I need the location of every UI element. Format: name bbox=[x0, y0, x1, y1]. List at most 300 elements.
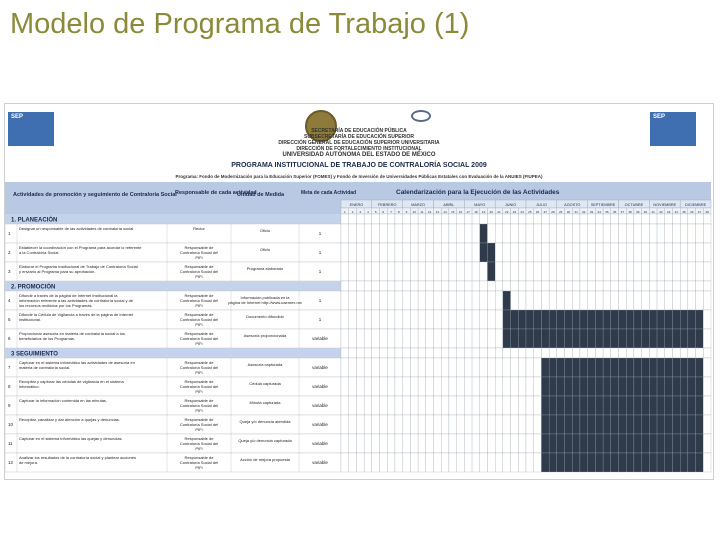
calendar-cell bbox=[472, 243, 480, 262]
calendar-cell bbox=[611, 243, 619, 262]
week-label: 42 bbox=[659, 210, 663, 214]
schedule-bar bbox=[649, 434, 657, 453]
calendar-cell bbox=[503, 415, 511, 434]
calendar-cell bbox=[457, 415, 465, 434]
schedule-bar bbox=[572, 453, 580, 472]
schedule-bar bbox=[634, 377, 642, 396]
calendar-cell bbox=[464, 291, 472, 310]
calendar-cell bbox=[603, 262, 611, 281]
calendar-cell bbox=[472, 310, 480, 329]
calendar-cell bbox=[703, 358, 711, 377]
schedule-bar bbox=[649, 453, 657, 472]
calendar-cell bbox=[534, 396, 542, 415]
calendar-cell bbox=[480, 415, 488, 434]
week-label: 40 bbox=[643, 210, 648, 214]
schedule-bar bbox=[565, 377, 573, 396]
row-unit: Documento difundido bbox=[246, 314, 284, 319]
schedule-bar bbox=[611, 453, 619, 472]
schedule-bar bbox=[557, 310, 565, 329]
calendar-cell bbox=[534, 415, 542, 434]
calendar-cell bbox=[619, 281, 627, 291]
calendar-cell bbox=[634, 291, 642, 310]
calendar-cell bbox=[503, 224, 511, 243]
calendar-cell bbox=[534, 434, 542, 453]
week-label: 29 bbox=[559, 210, 563, 214]
month-label: DICIEMBRE bbox=[685, 203, 707, 207]
schedule-bar bbox=[619, 415, 627, 434]
calendar-cell bbox=[518, 243, 526, 262]
calendar-cell bbox=[680, 291, 688, 310]
calendar-cell bbox=[495, 453, 503, 472]
calendar-cell bbox=[403, 396, 411, 415]
calendar-cell bbox=[649, 214, 657, 224]
calendar-cell bbox=[387, 396, 395, 415]
row-goal: 1 bbox=[318, 231, 322, 236]
row-activity: Recopilar y capturar las cédulas de vigilancia en el sistema bbox=[19, 379, 124, 384]
schedule-bar bbox=[665, 377, 673, 396]
calendar-cell bbox=[534, 224, 542, 243]
calendar-cell bbox=[665, 281, 673, 291]
calendar-cell bbox=[356, 243, 364, 262]
row-activity: Capturar la información contenida en las minutas. bbox=[19, 398, 108, 403]
calendar-cell bbox=[372, 310, 380, 329]
row-unit: Queja y/o denuncia atendida bbox=[239, 419, 291, 424]
schedule-bar bbox=[672, 396, 680, 415]
calendar-cell bbox=[387, 434, 395, 453]
calendar-cell bbox=[634, 224, 642, 243]
calendar-cell bbox=[364, 214, 372, 224]
row-number: 4 bbox=[8, 298, 11, 303]
schedule-bar bbox=[634, 310, 642, 329]
col-header-responsible: Responsable de cada actividad bbox=[175, 190, 257, 196]
schedule-bar bbox=[680, 415, 688, 434]
schedule-bar bbox=[580, 377, 588, 396]
calendar-cell bbox=[541, 224, 549, 243]
calendar-cell bbox=[380, 434, 388, 453]
week-label: 44 bbox=[674, 210, 678, 214]
schedule-bar bbox=[611, 377, 619, 396]
schedule-bar bbox=[619, 377, 627, 396]
calendar-cell bbox=[672, 281, 680, 291]
week-label: 25 bbox=[528, 210, 532, 214]
calendar-cell bbox=[619, 243, 627, 262]
calendar-cell bbox=[426, 224, 434, 243]
calendar-cell bbox=[434, 453, 442, 472]
calendar-cell bbox=[696, 243, 704, 262]
calendar-cell bbox=[464, 453, 472, 472]
calendar-cell bbox=[372, 214, 380, 224]
calendar-cell bbox=[364, 224, 372, 243]
week-label: 47 bbox=[697, 210, 702, 214]
row-unit: Oficio bbox=[259, 247, 271, 252]
calendar-cell bbox=[480, 377, 488, 396]
calendar-cell bbox=[680, 243, 688, 262]
calendar-cell bbox=[403, 243, 411, 262]
calendar-cell bbox=[603, 243, 611, 262]
calendar-cell bbox=[518, 224, 526, 243]
calendar-cell bbox=[341, 348, 349, 358]
program-table bbox=[5, 182, 713, 479]
row-activity: de mejora. bbox=[19, 460, 38, 465]
calendar-cell bbox=[526, 358, 534, 377]
section-title: 1. PLANEACIÓN bbox=[11, 217, 58, 224]
row-goal: 1 bbox=[318, 317, 322, 322]
calendar-cell bbox=[387, 214, 395, 224]
calendar-cell bbox=[649, 243, 657, 262]
row-goal: 1 bbox=[318, 250, 322, 255]
schedule-bar bbox=[672, 434, 680, 453]
calendar-cell bbox=[565, 243, 573, 262]
calendar-cell bbox=[380, 377, 388, 396]
calendar-cell bbox=[649, 281, 657, 291]
calendar-cell bbox=[480, 310, 488, 329]
calendar-cell bbox=[426, 291, 434, 310]
calendar-cell bbox=[364, 310, 372, 329]
calendar-cell bbox=[356, 377, 364, 396]
calendar-cell bbox=[534, 348, 542, 358]
row-number: 6 bbox=[8, 336, 11, 341]
calendar-cell bbox=[503, 262, 511, 281]
row-responsible: Contraloría Social del bbox=[179, 336, 219, 341]
schedule-bar bbox=[487, 262, 495, 281]
week-label: 27 bbox=[543, 210, 547, 214]
calendar-cell bbox=[403, 291, 411, 310]
calendar-cell bbox=[434, 310, 442, 329]
schedule-bar bbox=[557, 329, 565, 348]
calendar-cell bbox=[480, 281, 488, 291]
calendar-cell bbox=[472, 262, 480, 281]
week-label: 24 bbox=[520, 210, 524, 214]
calendar-cell bbox=[464, 310, 472, 329]
calendar-cell bbox=[364, 281, 372, 291]
calendar-cell bbox=[611, 224, 619, 243]
calendar-cell bbox=[511, 415, 519, 434]
schedule-bar bbox=[626, 377, 634, 396]
calendar-cell bbox=[526, 224, 534, 243]
calendar-cell bbox=[364, 358, 372, 377]
calendar-cell bbox=[449, 291, 457, 310]
row-number: 8 bbox=[8, 384, 11, 389]
section-band bbox=[5, 281, 341, 291]
calendar-cell bbox=[565, 262, 573, 281]
schedule-bar bbox=[688, 415, 696, 434]
calendar-cell bbox=[603, 214, 611, 224]
calendar-cell bbox=[341, 329, 349, 348]
calendar-cell bbox=[634, 281, 642, 291]
calendar-cell bbox=[642, 214, 650, 224]
schedule-bar bbox=[642, 396, 650, 415]
calendar-cell bbox=[703, 291, 711, 310]
schedule-bar bbox=[619, 310, 627, 329]
row-responsible: Contraloría Social del bbox=[179, 422, 219, 427]
calendar-cell bbox=[387, 377, 395, 396]
schedule-bar bbox=[580, 396, 588, 415]
calendar-cell bbox=[557, 214, 565, 224]
calendar-cell bbox=[541, 243, 549, 262]
calendar-cell bbox=[619, 348, 627, 358]
calendar-cell bbox=[441, 453, 449, 472]
calendar-cell bbox=[603, 224, 611, 243]
calendar-cell bbox=[557, 348, 565, 358]
row-unit: Minuta capturada bbox=[249, 400, 281, 405]
row-goal: variable bbox=[312, 384, 328, 389]
calendar-cell bbox=[518, 453, 526, 472]
calendar-cell bbox=[380, 214, 388, 224]
calendar-cell bbox=[372, 415, 380, 434]
schedule-bar bbox=[603, 329, 611, 348]
row-unit: Queja y/o denuncia capturada bbox=[238, 438, 292, 443]
calendar-cell bbox=[703, 434, 711, 453]
calendar-cell bbox=[464, 358, 472, 377]
calendar-cell bbox=[372, 291, 380, 310]
section-title: 2. PROMOCIÓN bbox=[11, 284, 56, 291]
calendar-cell bbox=[680, 224, 688, 243]
calendar-cell bbox=[380, 415, 388, 434]
calendar-cell bbox=[380, 348, 388, 358]
calendar-cell bbox=[626, 214, 634, 224]
calendar-cell bbox=[356, 310, 364, 329]
schedule-bar bbox=[557, 377, 565, 396]
schedule-bar bbox=[696, 415, 704, 434]
row-activity: materia de contraloría social. bbox=[19, 365, 71, 370]
calendar-cell bbox=[364, 415, 372, 434]
schedule-bar bbox=[557, 434, 565, 453]
calendar-cell bbox=[688, 243, 696, 262]
calendar-cell bbox=[395, 291, 403, 310]
schedule-bar bbox=[688, 310, 696, 329]
calendar-cell bbox=[480, 329, 488, 348]
schedule-bar bbox=[503, 291, 511, 310]
schedule-bar bbox=[595, 434, 603, 453]
row-responsible: Responsable de bbox=[184, 331, 214, 336]
calendar-cell bbox=[464, 243, 472, 262]
calendar-cell bbox=[410, 453, 418, 472]
schedule-bar bbox=[572, 396, 580, 415]
row-responsible: PIFI bbox=[195, 341, 203, 346]
calendar-cell bbox=[418, 377, 426, 396]
calendar-cell bbox=[372, 396, 380, 415]
calendar-cell bbox=[472, 453, 480, 472]
calendar-cell bbox=[426, 396, 434, 415]
schedule-bar bbox=[595, 358, 603, 377]
calendar-cell bbox=[410, 377, 418, 396]
calendar-cell bbox=[341, 281, 349, 291]
schedule-bar bbox=[626, 396, 634, 415]
schedule-bar bbox=[565, 415, 573, 434]
calendar-cell bbox=[703, 262, 711, 281]
calendar-cell bbox=[657, 214, 665, 224]
calendar-cell bbox=[603, 291, 611, 310]
row-responsible: Rector bbox=[193, 226, 205, 231]
calendar-cell bbox=[526, 243, 534, 262]
calendar-cell bbox=[349, 348, 357, 358]
row-unit: Programa elaborado bbox=[246, 266, 284, 271]
calendar-cell bbox=[434, 243, 442, 262]
col-header-activities: Actividades de promoción y seguimiento de Contraloría Social bbox=[13, 192, 177, 198]
calendar-cell bbox=[356, 434, 364, 453]
schedule-bar bbox=[526, 310, 534, 329]
schedule-bar bbox=[696, 358, 704, 377]
calendar-cell bbox=[541, 281, 549, 291]
schedule-bar bbox=[603, 434, 611, 453]
calendar-cell bbox=[403, 214, 411, 224]
calendar-cell bbox=[487, 415, 495, 434]
calendar-cell bbox=[341, 224, 349, 243]
week-label: 35 bbox=[605, 210, 609, 214]
row-goal: variable bbox=[312, 422, 328, 427]
calendar-cell bbox=[703, 243, 711, 262]
calendar-cell bbox=[680, 214, 688, 224]
calendar-cell bbox=[356, 396, 364, 415]
calendar-cell bbox=[380, 310, 388, 329]
schedule-bar bbox=[680, 453, 688, 472]
schedule-bar bbox=[487, 243, 495, 262]
calendar-cell bbox=[341, 243, 349, 262]
schedule-bar bbox=[541, 396, 549, 415]
calendar-cell bbox=[403, 224, 411, 243]
calendar-cell bbox=[626, 224, 634, 243]
calendar-cell bbox=[657, 348, 665, 358]
schedule-bar bbox=[672, 329, 680, 348]
week-label: 31 bbox=[574, 210, 578, 214]
calendar-cell bbox=[487, 358, 495, 377]
schedule-bar bbox=[565, 329, 573, 348]
calendar-cell bbox=[395, 377, 403, 396]
header-line-3: DIRECCIÓN GENERAL DE EDUCACIÓN SUPERIOR UNIVERSITARIA bbox=[278, 140, 440, 146]
program-title: PROGRAMA INSTITUCIONAL DE TRABAJO DE CONTRALORÍA SOCIAL 2009 bbox=[231, 162, 487, 169]
calendar-cell bbox=[441, 358, 449, 377]
schedule-bar bbox=[657, 377, 665, 396]
week-label: 23 bbox=[512, 210, 517, 214]
calendar-cell bbox=[688, 262, 696, 281]
schedule-bar bbox=[511, 329, 519, 348]
schedule-bar bbox=[549, 377, 557, 396]
calendar-cell bbox=[380, 224, 388, 243]
schedule-bar bbox=[580, 434, 588, 453]
calendar-cell bbox=[487, 310, 495, 329]
month-label: NOVIEMBRE bbox=[653, 203, 677, 207]
calendar-cell bbox=[480, 453, 488, 472]
row-activity: informático. bbox=[19, 384, 40, 389]
calendar-cell bbox=[480, 358, 488, 377]
calendar-cell bbox=[364, 377, 372, 396]
col-header-goal: Meta de cada Actividad bbox=[301, 190, 357, 196]
calendar-cell bbox=[410, 358, 418, 377]
calendar-cell bbox=[349, 243, 357, 262]
schedule-bar bbox=[580, 329, 588, 348]
calendar-cell bbox=[341, 214, 349, 224]
calendar-cell bbox=[380, 291, 388, 310]
schedule-bar bbox=[572, 310, 580, 329]
calendar-cell bbox=[410, 214, 418, 224]
calendar-cell bbox=[457, 348, 465, 358]
calendar-cell bbox=[364, 396, 372, 415]
month-label: SEPTIEMBRE bbox=[590, 203, 616, 207]
calendar-cell bbox=[511, 291, 519, 310]
calendar-cell bbox=[349, 291, 357, 310]
row-responsible: Contraloría Social del bbox=[179, 460, 219, 465]
calendar-cell bbox=[426, 281, 434, 291]
calendar-cell bbox=[349, 281, 357, 291]
calendar-cell bbox=[572, 348, 580, 358]
calendar-cell bbox=[549, 224, 557, 243]
calendar-cell bbox=[441, 348, 449, 358]
schedule-bar bbox=[565, 396, 573, 415]
schedule-bar bbox=[541, 415, 549, 434]
calendar-cell bbox=[472, 415, 480, 434]
schedule-bar bbox=[657, 329, 665, 348]
calendar-cell bbox=[534, 358, 542, 377]
schedule-bar bbox=[588, 329, 596, 348]
calendar-cell bbox=[472, 377, 480, 396]
calendar-cell bbox=[495, 358, 503, 377]
calendar-cell bbox=[688, 224, 696, 243]
calendar-cell bbox=[541, 262, 549, 281]
schedule-bar bbox=[626, 434, 634, 453]
calendar-cell bbox=[588, 281, 596, 291]
schedule-bar bbox=[588, 358, 596, 377]
week-label: 13 bbox=[435, 210, 440, 214]
calendar-cell bbox=[487, 348, 495, 358]
row-number: 5 bbox=[8, 317, 11, 322]
schedule-bar bbox=[557, 396, 565, 415]
calendar-cell bbox=[541, 291, 549, 310]
calendar-cell bbox=[534, 377, 542, 396]
calendar-cell bbox=[696, 214, 704, 224]
calendar-cell bbox=[549, 262, 557, 281]
row-number: 12 bbox=[8, 460, 14, 465]
schedule-bar bbox=[619, 453, 627, 472]
calendar-cell bbox=[410, 224, 418, 243]
week-label: 19 bbox=[481, 210, 486, 214]
calendar-cell bbox=[341, 310, 349, 329]
calendar-cell bbox=[457, 434, 465, 453]
schedule-bar bbox=[603, 453, 611, 472]
calendar-cell bbox=[495, 310, 503, 329]
schedule-bar bbox=[588, 434, 596, 453]
calendar-cell bbox=[549, 214, 557, 224]
calendar-cell bbox=[580, 348, 588, 358]
schedule-bar bbox=[672, 415, 680, 434]
calendar-cell bbox=[341, 358, 349, 377]
calendar-cell bbox=[410, 348, 418, 358]
schedule-bar bbox=[657, 396, 665, 415]
calendar-cell bbox=[657, 224, 665, 243]
schedule-bar bbox=[688, 358, 696, 377]
calendar-cell bbox=[364, 329, 372, 348]
calendar-cell bbox=[611, 214, 619, 224]
calendar-cell bbox=[380, 396, 388, 415]
calendar-cell bbox=[349, 453, 357, 472]
calendar-cell bbox=[372, 329, 380, 348]
schedule-bar bbox=[611, 310, 619, 329]
calendar-cell bbox=[434, 262, 442, 281]
calendar-cell bbox=[380, 281, 388, 291]
calendar-cell bbox=[703, 281, 711, 291]
calendar-cell bbox=[634, 214, 642, 224]
schedule-bar bbox=[665, 310, 673, 329]
schedule-bar bbox=[665, 358, 673, 377]
row-activity: y enviarlo al Programa para su aprobación. bbox=[19, 269, 96, 274]
schedule-bar bbox=[595, 415, 603, 434]
calendar-cell bbox=[372, 358, 380, 377]
calendar-cell bbox=[657, 243, 665, 262]
schedule-bar bbox=[665, 396, 673, 415]
week-label: 17 bbox=[466, 210, 470, 214]
calendar-cell bbox=[495, 291, 503, 310]
calendar-cell bbox=[457, 310, 465, 329]
calendar-cell bbox=[526, 214, 534, 224]
